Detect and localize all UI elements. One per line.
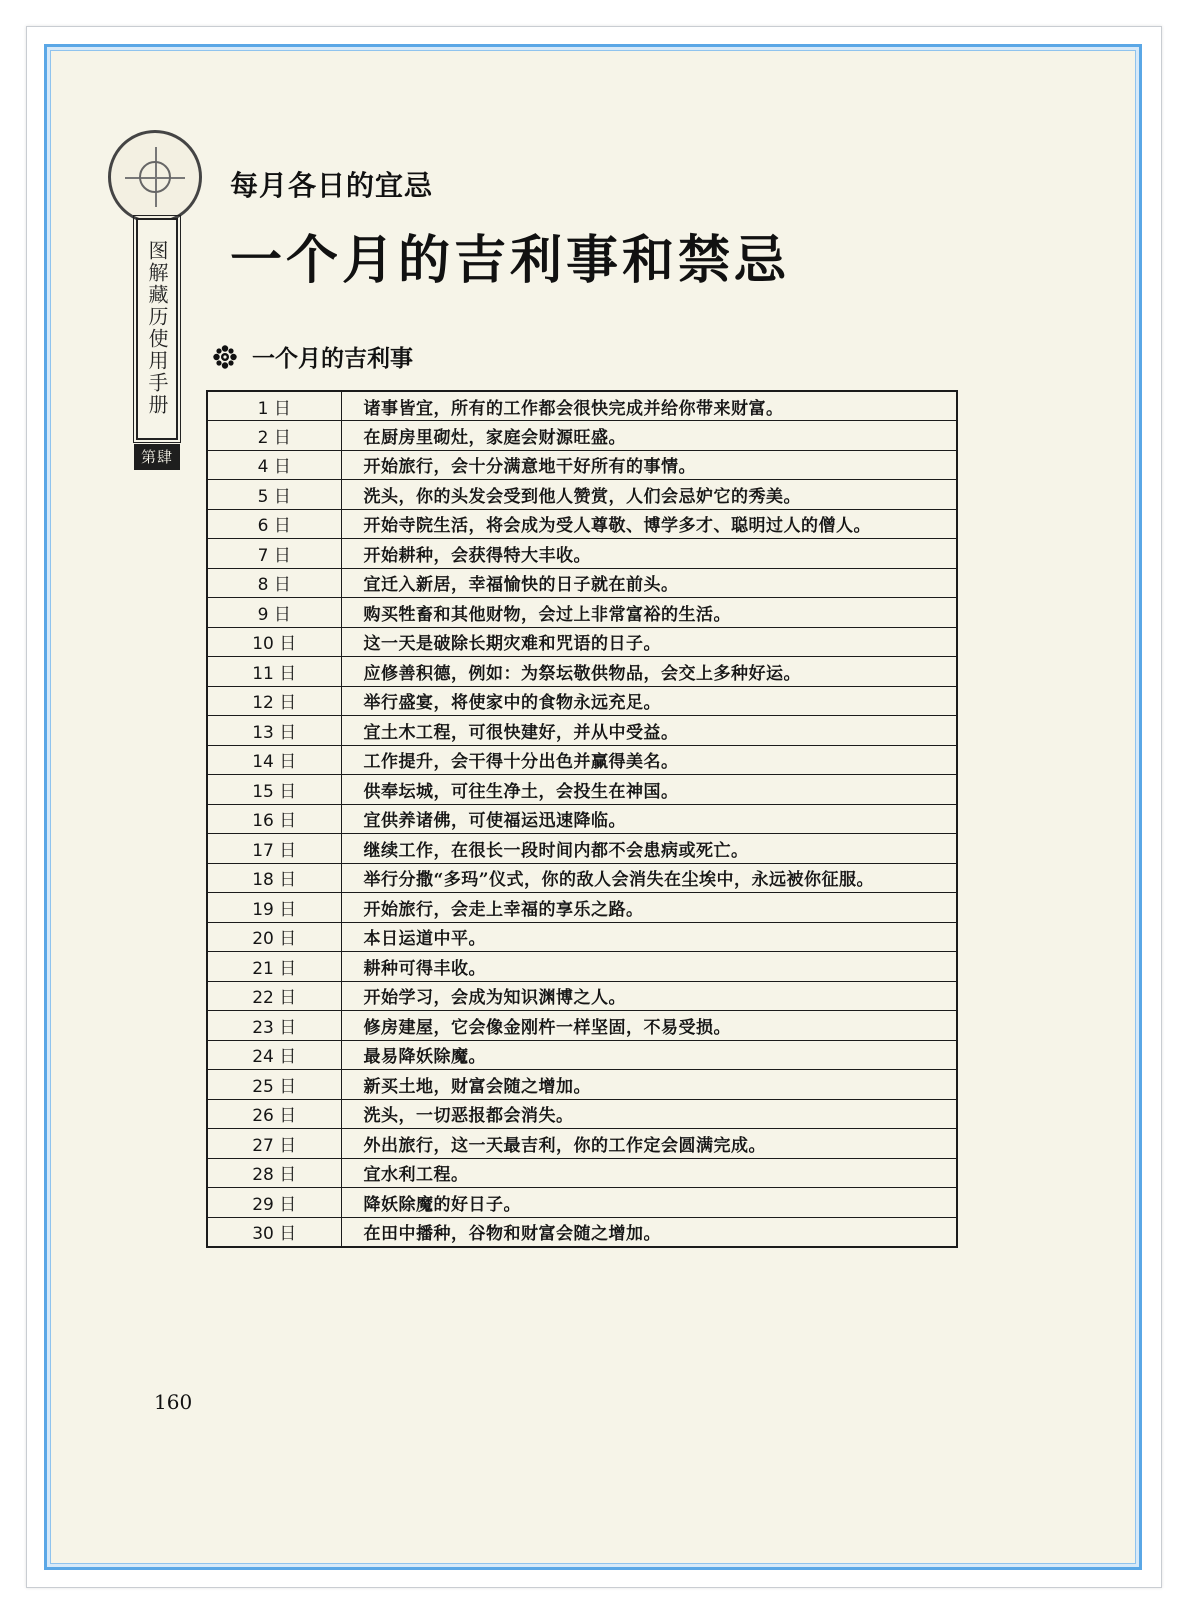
day-cell: 30 日 (207, 1217, 341, 1247)
day-cell: 21 日 (207, 952, 341, 982)
day-cell: 29 日 (207, 1188, 341, 1218)
day-cell: 4 日 (207, 450, 341, 480)
table-row (207, 922, 957, 952)
day-cell: 8 日 (207, 568, 341, 598)
day-cell: 16 日 (207, 804, 341, 834)
table-row (207, 657, 957, 687)
day-cell: 20 日 (207, 922, 341, 952)
side-book-title-text: 图解藏历使用手册 (145, 240, 169, 416)
description-cell: 最易降妖除魔。 (341, 1040, 957, 1070)
description-cell: 宜水利工程。 (341, 1158, 957, 1188)
table-row (207, 1188, 957, 1218)
description-cell: 洗头，你的头发会受到他人赞赏，人们会忌妒它的秀美。 (341, 480, 957, 510)
page-subtitle: 每月各日的宜忌 (230, 169, 434, 202)
table-row (207, 952, 957, 982)
description-cell: 开始寺院生活，将会成为受人尊敬、博学多才、聪明过人的僧人。 (341, 509, 957, 539)
description-cell: 在厨房里砌灶，家庭会财源旺盛。 (341, 421, 957, 451)
description-cell: 降妖除魔的好日子。 (341, 1188, 957, 1218)
table-row (207, 450, 957, 480)
description-cell: 新买土地，财富会随之增加。 (341, 1070, 957, 1100)
day-cell: 27 日 (207, 1129, 341, 1159)
day-cell: 22 日 (207, 981, 341, 1011)
day-cell: 13 日 (207, 716, 341, 746)
day-cell: 2 日 (207, 421, 341, 451)
table-row (207, 421, 957, 451)
table-row (207, 834, 957, 864)
table-row (207, 509, 957, 539)
table-body (207, 391, 957, 1247)
table-row (207, 775, 957, 805)
description-cell: 供奉坛城，可往生净土，会投生在神国。 (341, 775, 957, 805)
table-row (207, 1099, 957, 1129)
day-cell: 6 日 (207, 509, 341, 539)
day-cell: 15 日 (207, 775, 341, 805)
table-row (207, 1070, 957, 1100)
description-cell: 开始旅行，会十分满意地干好所有的事情。 (341, 450, 957, 480)
table-row (207, 863, 957, 893)
day-cell: 18 日 (207, 863, 341, 893)
seal-emblem-icon (108, 130, 202, 224)
table-row (207, 568, 957, 598)
page-title: 一个月的吉利事和禁忌 (230, 230, 791, 291)
description-cell: 宜供养诸佛，可使福运迅速降临。 (341, 804, 957, 834)
description-cell: 这一天是破除长期灾难和咒语的日子。 (341, 627, 957, 657)
description-cell: 开始学习，会成为知识渊博之人。 (341, 981, 957, 1011)
day-cell: 26 日 (207, 1099, 341, 1129)
day-cell: 17 日 (207, 834, 341, 864)
table-row (207, 716, 957, 746)
table-row (207, 1040, 957, 1070)
description-cell: 本日运道中平。 (341, 922, 957, 952)
section-title: 一个月的吉利事 (252, 346, 413, 372)
description-cell: 宜土木工程，可很快建好，并从中受益。 (341, 716, 957, 746)
auspicious-days-table (206, 390, 958, 1248)
description-cell: 工作提升，会干得十分出色并赢得美名。 (341, 745, 957, 775)
table-row (207, 1217, 957, 1247)
description-cell: 修房建屋，它会像金刚杵一样坚固，不易受损。 (341, 1011, 957, 1041)
table-row (207, 598, 957, 628)
day-cell: 24 日 (207, 1040, 341, 1070)
description-cell: 购买牲畜和其他财物，会过上非常富裕的生活。 (341, 598, 957, 628)
day-cell: 7 日 (207, 539, 341, 569)
day-cell: 11 日 (207, 657, 341, 687)
day-cell: 25 日 (207, 1070, 341, 1100)
table-row (207, 391, 957, 421)
table-row (207, 1158, 957, 1188)
description-cell: 宜迁入新居，幸福愉快的日子就在前头。 (341, 568, 957, 598)
description-cell: 外出旅行，这一天最吉利，你的工作定会圆满完成。 (341, 1129, 957, 1159)
table-row (207, 539, 957, 569)
table-row (207, 893, 957, 923)
table-row (207, 1129, 957, 1159)
table-row (207, 627, 957, 657)
description-cell: 应修善积德，例如：为祭坛敬供物品，会交上多种好运。 (341, 657, 957, 687)
table-row (207, 745, 957, 775)
description-cell: 举行分撒“多玛”仪式，你的敌人会消失在尘埃中，永远被你征服。 (341, 863, 957, 893)
day-cell: 10 日 (207, 627, 341, 657)
description-cell: 诸事皆宜，所有的工作都会很快完成并给你带来财富。 (341, 391, 957, 421)
day-cell: 19 日 (207, 893, 341, 923)
description-cell: 开始旅行，会走上幸福的享乐之路。 (341, 893, 957, 923)
table-row (207, 804, 957, 834)
day-cell: 9 日 (207, 598, 341, 628)
day-cell: 1 日 (207, 391, 341, 421)
side-book-title (136, 218, 178, 440)
flower-bullet-icon (212, 344, 238, 370)
table-row (207, 1011, 957, 1041)
day-cell: 23 日 (207, 1011, 341, 1041)
description-cell: 举行盛宴，将使家中的食物永远充足。 (341, 686, 957, 716)
description-cell: 耕种可得丰收。 (341, 952, 957, 982)
description-cell: 继续工作，在很长一段时间内都不会患病或死亡。 (341, 834, 957, 864)
description-cell: 在田中播种，谷物和财富会随之增加。 (341, 1217, 957, 1247)
table-row (207, 981, 957, 1011)
table-row (207, 480, 957, 510)
page-number: 160 (154, 1390, 193, 1414)
day-cell: 5 日 (207, 480, 341, 510)
description-cell: 洗头，一切恶报都会消失。 (341, 1099, 957, 1129)
day-cell: 12 日 (207, 686, 341, 716)
description-cell: 开始耕种，会获得特大丰收。 (341, 539, 957, 569)
day-cell: 14 日 (207, 745, 341, 775)
table-row (207, 686, 957, 716)
chapter-tag: 第肆章 (134, 444, 180, 470)
day-cell: 28 日 (207, 1158, 341, 1188)
